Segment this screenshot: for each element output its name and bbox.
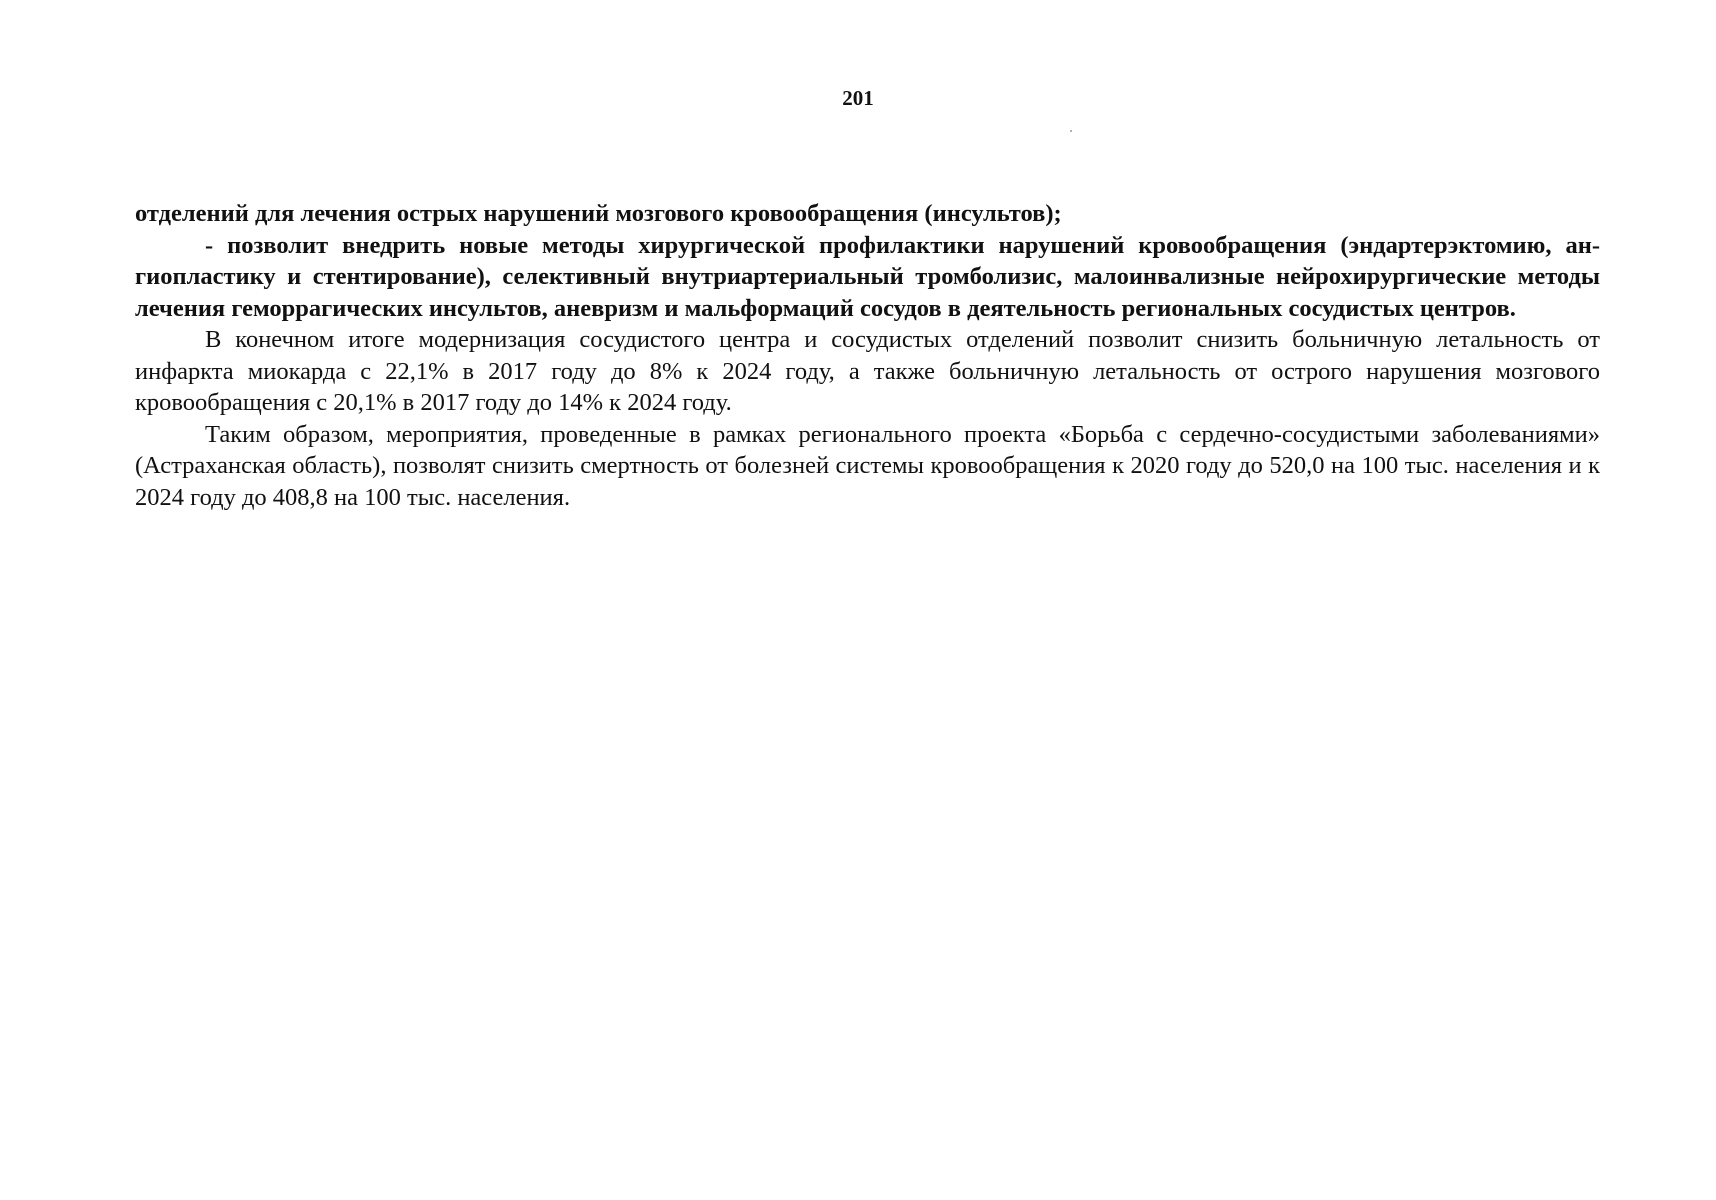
paragraph-mortality-outcome: В конечном итоге модернизация сосудистого центра и сосудистых отделений позволит снизить больничную летальность от инфаркта миокарда с 22,1% в 2017 году до 8% к 2024 году, а также больничную летальность от острого нарушения мозгового кровообращения с 20,1% в 2017 году до 14% к 2024 году. [135, 326, 1600, 416]
paragraph-conclusion: Таким образом, мероприятия, проведенные в рамках регионального проекта «Борьба с сердечно-сосудистыми заболеваниями» (Астраханская область), позволят снизить смертность от болезней системы кровообращения к 2020 году до 520,0 на 100 тыс. населения и к 2024 году до 408,8 на 100 тыс. населения. [135, 420, 1600, 511]
paragraph-continuation: отделений для лечения острых нарушений мозгового кровообращения (инсультов); [135, 200, 1062, 227]
document-body [135, 198, 1600, 513]
scan-speck [1070, 130, 1072, 132]
paragraph-bullet-methods: - позволит внедрить новые методы хирургической профилактики нарушений кровообращения (эндартерэктомию, ангиопластику и стентирование), селективный внутриартериальный тромболизис, малоинвализные нейрохирургические методы лечения геморрагических инсультов, аневризм и мальформаций сосудов в деятельность региональных сосудистых центров. [135, 231, 1600, 322]
page-number: 201 [842, 86, 874, 110]
